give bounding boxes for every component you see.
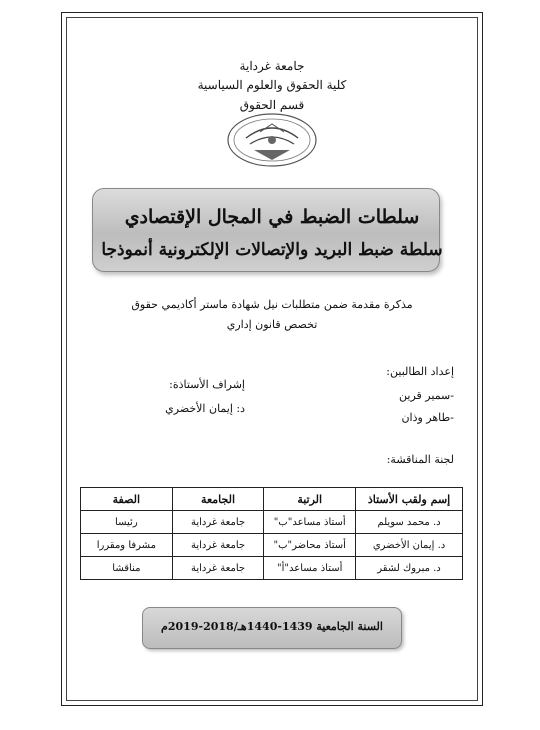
table-cell: أستاذ محاضر"ب" xyxy=(264,534,356,557)
supervisor-block xyxy=(105,377,245,417)
degree-statement: مذكرة مقدمة ضمن متطلبات نيل شهادة ماستر أكاديمي حقوق xyxy=(131,298,413,311)
table-row xyxy=(81,511,463,534)
university-seal-icon xyxy=(226,110,318,170)
jury-table xyxy=(80,487,463,580)
table-row xyxy=(81,534,463,557)
specialization: تخصص قانون إداري xyxy=(226,318,318,331)
column-header: الصفة xyxy=(81,488,173,511)
column-header: الجامعة xyxy=(172,488,264,511)
students-block xyxy=(314,364,454,426)
column-header: إسم ولقب الأستاذ xyxy=(356,488,463,511)
table-cell: أستاذ مساعد"أ" xyxy=(264,557,356,580)
table-cell: جامعة غرداية xyxy=(172,557,264,580)
department-name: قسم الحقوق xyxy=(239,98,305,112)
faculty-name: كلية الحقوق والعلوم السياسية xyxy=(197,78,347,92)
table-cell: د. مبروك لشقر xyxy=(356,557,463,580)
table-cell: أستاذ مساعد"ب" xyxy=(264,511,356,534)
table-cell: مشرفا ومقررا xyxy=(81,534,173,557)
students-label: إعداد الطالبين: xyxy=(386,365,454,378)
table-cell: د. محمد سويلم xyxy=(356,511,463,534)
table-cell: د. إيمان الأخضري xyxy=(356,534,463,557)
supervisor-label: إشراف الأستاذة: xyxy=(169,378,245,391)
table-cell: مناقشا xyxy=(81,557,173,580)
academic-year: السنة الجامعية 1439-1440هـ/2018-2019م xyxy=(161,620,383,633)
thesis-title: سلطات الضبط في المجال الإقتصادي xyxy=(124,206,420,228)
table-cell: جامعة غرداية xyxy=(172,534,264,557)
table-row xyxy=(81,557,463,580)
thesis-subtitle: سلطة ضبط البريد والإتصالات الإلكترونية أنموذجا xyxy=(101,240,443,260)
column-header: الرتبة xyxy=(264,488,356,511)
student-name: -طاهر وذان xyxy=(401,411,454,424)
table-cell: جامعة غرداية xyxy=(172,511,264,534)
jury-label: لجنة المناقشة: xyxy=(386,453,454,466)
student-name: -سمير قرين xyxy=(399,389,454,402)
table-header-row xyxy=(81,488,463,511)
university-name: جامعة غرداية xyxy=(239,59,305,73)
supervisor-name: د: إيمان الأخضري xyxy=(165,402,245,415)
table-cell: رئيسا xyxy=(81,511,173,534)
